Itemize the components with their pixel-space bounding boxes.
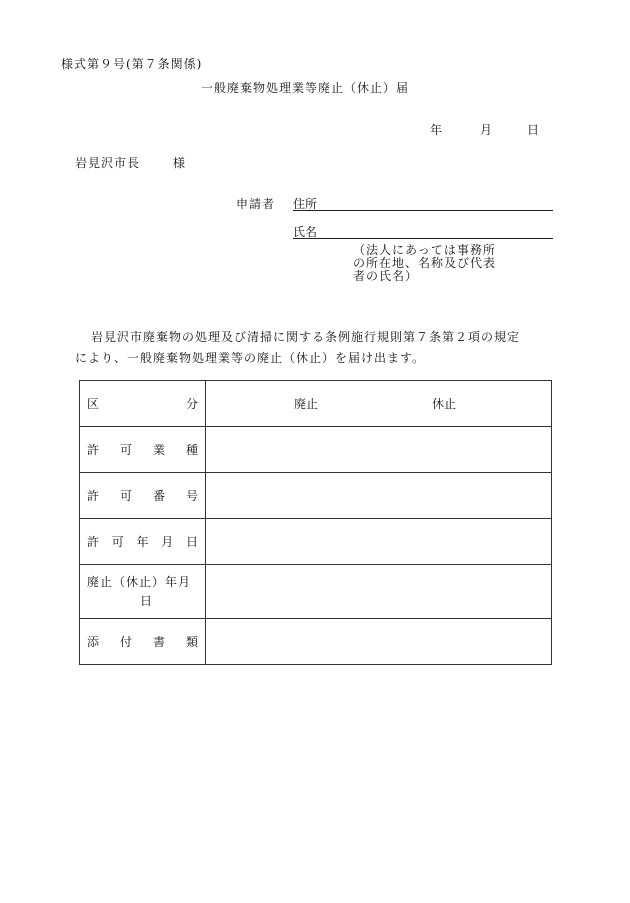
row-label-char: 書	[152, 635, 165, 649]
header-choice-cell	[206, 381, 552, 427]
row-label-char: 類	[185, 635, 198, 649]
table-row	[80, 427, 552, 473]
date-year: 年	[430, 123, 443, 137]
row-label-char: 月	[161, 535, 174, 549]
permit-number-value[interactable]	[206, 473, 552, 519]
row-label-line: 日	[140, 593, 153, 608]
address-label: 住所	[293, 197, 318, 211]
permit-date-value[interactable]	[206, 519, 552, 565]
choice-suspend[interactable]: 休止	[432, 397, 457, 411]
date-month: 月	[480, 123, 493, 137]
row-label-char: 許	[87, 489, 100, 503]
table-row	[80, 519, 552, 565]
header-label-char: 分	[185, 397, 198, 411]
table-row	[80, 565, 552, 619]
row-label-char: 番	[152, 489, 165, 503]
addressee-honorific: 様	[173, 156, 186, 170]
form-number: 様式第９号(第７条関係)	[61, 57, 203, 71]
applicant-note-line: 者の氏名）	[353, 269, 419, 283]
notification-table	[79, 380, 552, 665]
choice-abolish[interactable]: 廃止	[294, 397, 319, 411]
row-label-char: 号	[185, 489, 198, 503]
addressee-name: 岩見沢市長	[75, 156, 141, 170]
document-title: 一般廃棄物処理業等廃止（休止）届	[201, 81, 410, 95]
table-row	[80, 619, 552, 665]
row-label-char: 年	[136, 535, 149, 549]
name-label: 氏名	[293, 225, 318, 239]
permit-type-value[interactable]	[206, 427, 552, 473]
table-header-row	[80, 381, 552, 427]
attachments-value[interactable]	[206, 619, 552, 665]
date-day: 日	[527, 123, 540, 137]
header-label-char: 区	[87, 397, 100, 411]
row-label-char: 許	[87, 535, 100, 549]
row-label-char: 業	[152, 443, 165, 457]
applicant-note	[353, 244, 496, 283]
row-label-char: 付	[119, 635, 132, 649]
applicant-note-line: の所在地、名称及び代表	[353, 256, 497, 270]
row-label-char: 種	[185, 443, 198, 457]
applicant-note-line: （法人にあっては事務所	[353, 243, 496, 257]
row-label-cell	[80, 519, 206, 565]
row-label-cell	[80, 565, 206, 619]
table-row	[80, 473, 552, 519]
row-label-char: 可	[119, 489, 132, 503]
row-label-char: 添	[87, 635, 100, 649]
row-label-cell	[80, 427, 206, 473]
row-label-char: 許	[87, 443, 100, 457]
row-label-cell	[80, 619, 206, 665]
body-line: 岩見沢市廃棄物の処理及び清掃に関する条例施行規則第７条第２項の規定	[91, 330, 521, 344]
row-label-line: 廃止（休止）年月	[87, 574, 192, 589]
header-label-cell	[80, 381, 206, 427]
row-label-cell	[80, 473, 206, 519]
name-field[interactable]	[293, 238, 553, 239]
row-label-char: 可	[111, 535, 124, 549]
body-line: により、一般廃棄物処理業等の廃止（休止）を届け出ます。	[75, 351, 426, 365]
address-field[interactable]	[293, 210, 553, 211]
row-label-char: 日	[185, 535, 198, 549]
applicant-label: 申請者	[236, 197, 276, 211]
row-label-char: 可	[119, 443, 132, 457]
abolish-date-value[interactable]	[206, 565, 552, 619]
